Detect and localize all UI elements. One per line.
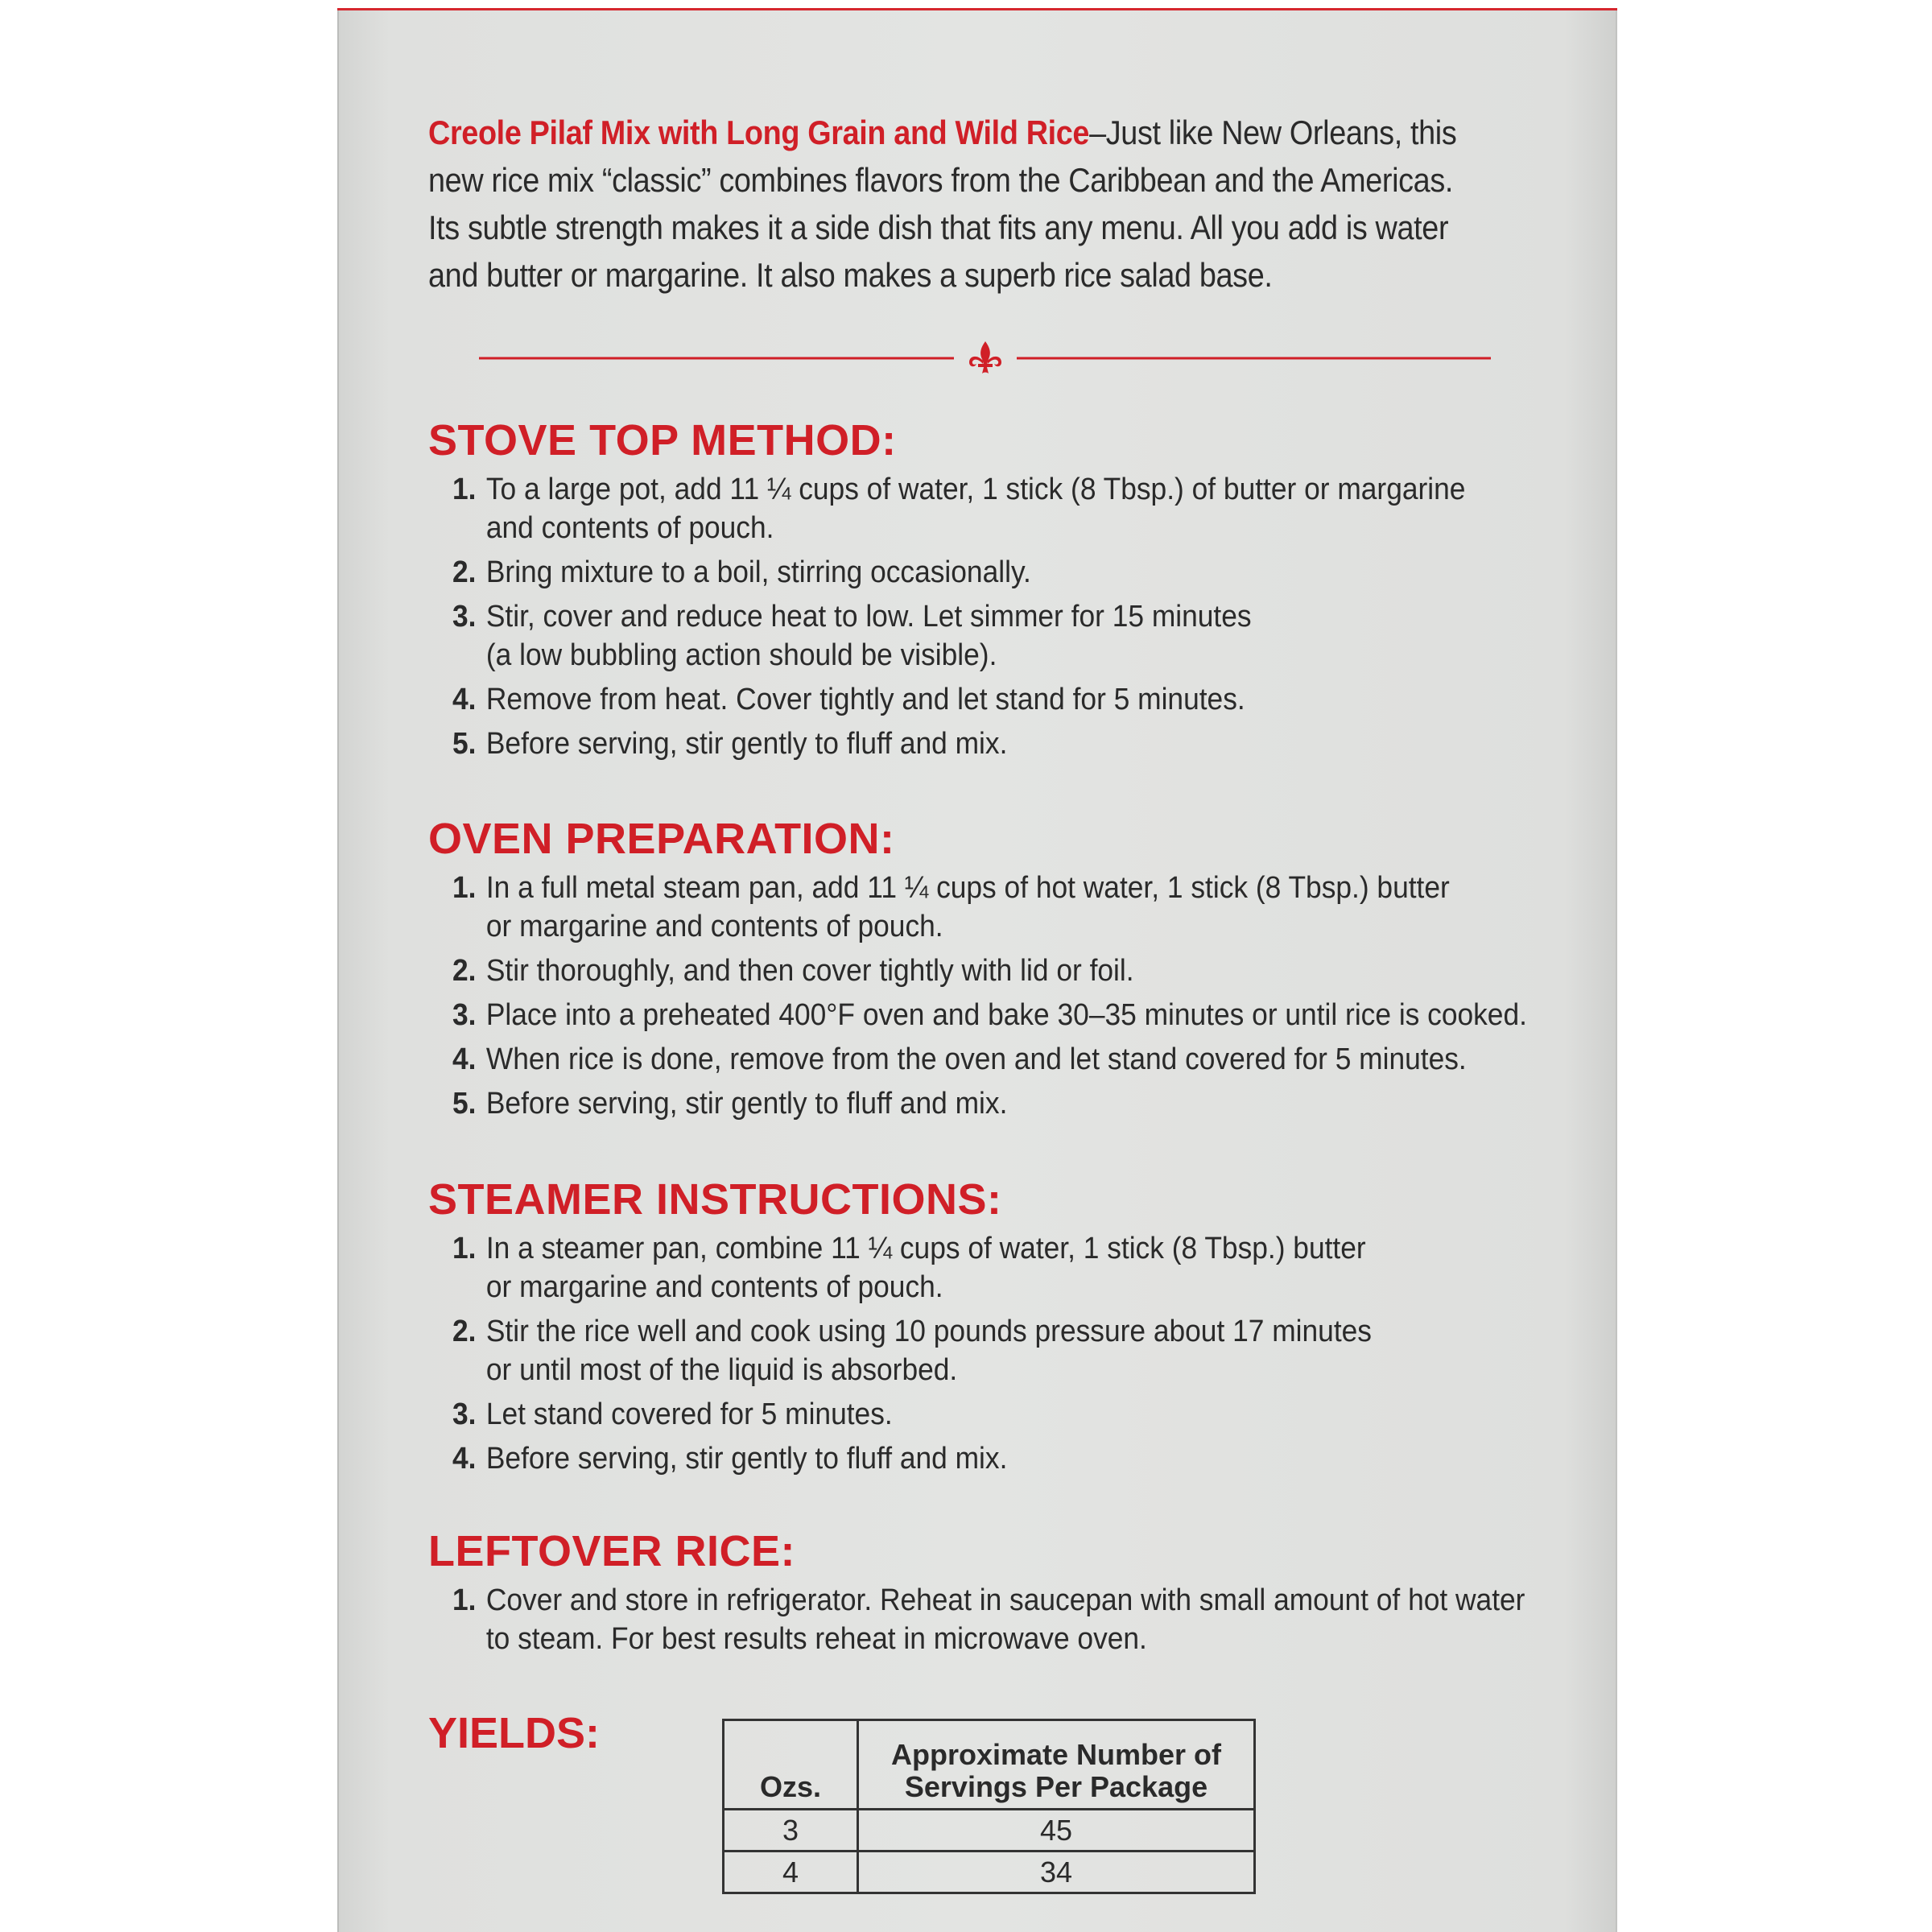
intro-line-2: new rice mix “classic” combines flavors from the Caribbean and the Americas. bbox=[428, 161, 1454, 199]
list-item bbox=[452, 1395, 1372, 1434]
step-text: When rice is done, remove from the oven and let stand covered for 5 minutes. bbox=[485, 1042, 1467, 1076]
fleur-de-lis-divider bbox=[479, 338, 1491, 386]
step-text: Let stand covered for 5 minutes. bbox=[485, 1397, 893, 1431]
list-item bbox=[452, 1312, 1372, 1389]
servings-header-line-1: Approximate Number of bbox=[890, 1738, 1222, 1771]
step-text: and contents of pouch. bbox=[485, 511, 774, 545]
intro-line-4: and butter or margarine. It also makes a superb rice salad base. bbox=[428, 256, 1273, 294]
table-row bbox=[724, 1852, 1255, 1893]
list-item bbox=[452, 1084, 1527, 1123]
step-text: Cover and store in refrigerator. Reheat in saucepan with small amount of hot water bbox=[485, 1583, 1525, 1617]
step-number: 1. bbox=[452, 871, 477, 905]
leftover-rice-steps bbox=[452, 1581, 1606, 1664]
column-header-ozs: Ozs. bbox=[724, 1720, 858, 1810]
step-text: Before serving, stir gently to fluff and mix. bbox=[485, 1442, 1008, 1476]
step-text: or margarine and contents of pouch. bbox=[485, 910, 943, 943]
table-cell-servings: 34 bbox=[858, 1852, 1255, 1893]
table-cell-servings: 45 bbox=[858, 1810, 1255, 1852]
step-text: Before serving, stir gently to fluff and mix. bbox=[485, 727, 1008, 761]
step-number: 1. bbox=[452, 1583, 477, 1617]
product-description bbox=[428, 109, 1457, 299]
list-item bbox=[452, 470, 1465, 547]
yields-table bbox=[722, 1719, 1256, 1894]
step-text: In a full metal steam pan, add 11 ¼ cups of hot water, 1 stick (8 Tbsp.) butter bbox=[485, 871, 1450, 905]
oven-preparation-heading: OVEN PREPARATION: bbox=[428, 815, 895, 863]
step-number: 4. bbox=[452, 683, 477, 716]
list-item bbox=[452, 996, 1527, 1034]
step-text: To a large pot, add 11 ¼ cups of water, 1 stick (8 Tbsp.) of butter or margarine bbox=[485, 473, 1466, 506]
servings-header-line-2: Servings Per Package bbox=[904, 1770, 1208, 1803]
list-item bbox=[452, 1040, 1527, 1079]
list-item bbox=[452, 1581, 1525, 1658]
column-header-servings bbox=[858, 1720, 1255, 1810]
step-text: Stir, cover and reduce heat to low. Let simmer for 15 minutes bbox=[485, 600, 1252, 634]
steamer-instructions-steps bbox=[452, 1229, 1441, 1484]
intro-line-1 bbox=[428, 109, 1457, 156]
intro-line-1-text: –Just like New Orleans, this bbox=[1089, 114, 1457, 151]
table-cell-ozs: 3 bbox=[724, 1810, 858, 1852]
step-number: 4. bbox=[452, 1442, 477, 1476]
table-cell-ozs: 4 bbox=[724, 1852, 858, 1893]
oven-preparation-steps bbox=[452, 869, 1608, 1129]
step-number: 1. bbox=[452, 473, 477, 506]
list-item bbox=[452, 1439, 1372, 1478]
step-text: (a low bubbling action should be visible). bbox=[485, 638, 997, 672]
step-text: Bring mixture to a boil, stirring occasionally. bbox=[485, 555, 1031, 589]
table-row bbox=[724, 1810, 1255, 1852]
step-number: 5. bbox=[452, 727, 477, 761]
fleur-de-lis-icon bbox=[969, 341, 1001, 374]
step-number: 2. bbox=[452, 1315, 477, 1348]
intro-line-3: Its subtle strength makes it a side dish that fits any menu. All you add is water bbox=[428, 208, 1449, 246]
step-text: In a steamer pan, combine 11 ¼ cups of water, 1 stick (8 Tbsp.) butter bbox=[485, 1232, 1366, 1265]
list-item bbox=[452, 553, 1465, 592]
step-text: or margarine and contents of pouch. bbox=[485, 1270, 943, 1304]
leftover-rice-heading: LEFTOVER RICE: bbox=[428, 1527, 796, 1575]
list-item bbox=[452, 1229, 1372, 1307]
step-number: 2. bbox=[452, 555, 477, 589]
product-name: Creole Pilaf Mix with Long Grain and Wild Rice bbox=[428, 114, 1090, 151]
table-header-row bbox=[724, 1720, 1255, 1810]
step-text: Place into a preheated 400°F oven and bake 30–35 minutes or until rice is cooked. bbox=[485, 998, 1527, 1032]
step-text: Stir the rice well and cook using 10 pounds pressure about 17 minutes bbox=[485, 1315, 1372, 1348]
step-number: 4. bbox=[452, 1042, 477, 1076]
steamer-instructions-heading: STEAMER INSTRUCTIONS: bbox=[428, 1175, 1002, 1224]
step-number: 5. bbox=[452, 1087, 477, 1121]
step-number: 2. bbox=[452, 954, 477, 988]
step-text: or until most of the liquid is absorbed. bbox=[485, 1353, 958, 1387]
list-item bbox=[452, 952, 1527, 990]
list-item bbox=[452, 724, 1465, 763]
step-number: 3. bbox=[452, 600, 477, 634]
step-text: to steam. For best results reheat in microwave oven. bbox=[485, 1622, 1147, 1656]
list-item bbox=[452, 680, 1465, 719]
step-text: Before serving, stir gently to fluff and mix. bbox=[485, 1087, 1008, 1121]
yields-heading: YIELDS: bbox=[428, 1709, 601, 1757]
step-number: 3. bbox=[452, 1397, 477, 1431]
step-number: 3. bbox=[452, 998, 477, 1032]
list-item bbox=[452, 869, 1527, 946]
step-text: Stir thoroughly, and then cover tightly with lid or foil. bbox=[485, 954, 1134, 988]
stove-top-heading: STOVE TOP METHOD: bbox=[428, 416, 897, 464]
step-number: 1. bbox=[452, 1232, 477, 1265]
step-text: Remove from heat. Cover tightly and let stand for 5 minutes. bbox=[485, 683, 1245, 716]
stove-top-steps bbox=[452, 470, 1542, 769]
list-item bbox=[452, 597, 1465, 675]
